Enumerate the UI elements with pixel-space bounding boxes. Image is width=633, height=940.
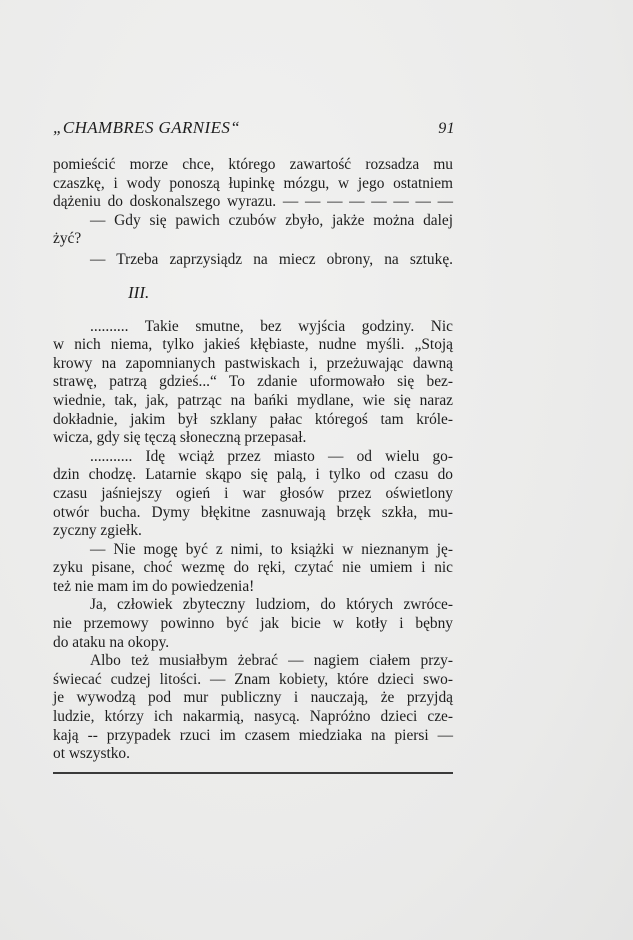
text-line: Ja, człowiek zbyteczny ludziom, do których zwróce- bbox=[90, 596, 453, 614]
paragraph bbox=[53, 251, 453, 270]
paragraph bbox=[53, 156, 453, 212]
page-number: 91 bbox=[438, 120, 455, 137]
text-line: też nie mam im do powiedzenia! bbox=[53, 577, 255, 595]
text-line: kają -- przypadek rzuci im czasem miedziaka na piersi — bbox=[53, 726, 453, 744]
text-line: .......... Takie smutne, bez wyjścia godziny. Nic bbox=[90, 317, 453, 335]
text-line: ot wszystko. bbox=[53, 745, 130, 763]
text-line: żyć? bbox=[53, 230, 82, 248]
page-body bbox=[53, 156, 453, 764]
text-line: — Trzeba zaprzysiądz na miecz obrony, na sztukę. bbox=[90, 250, 453, 268]
text-line: dążeniu do doskonalszego wyrazu. — — — — — — — — bbox=[53, 193, 453, 211]
text-line: wiednie, tak, jak, patrząc na bańki mydlane, wie się naraz bbox=[53, 391, 453, 409]
text-line: krowy na zapomnianych pastwiskach i, przeżuwając dawną bbox=[53, 354, 453, 372]
footer-rule bbox=[53, 772, 453, 774]
text-line: ludzie, którzy ich nakarmią, nasycą. Napróżno dzieci cze- bbox=[53, 708, 453, 726]
section-heading: III. bbox=[128, 282, 150, 302]
text-line: wicza, gdy się tęczą słoneczną przepasał. bbox=[53, 429, 307, 447]
text-line: czasu jaśniejszy ogień i war głosów przez oświetlony bbox=[53, 484, 453, 502]
paragraph bbox=[53, 596, 453, 652]
text-line: dokładnie, jakim był szklany pałac któregoś tam króle- bbox=[53, 410, 453, 428]
paragraph bbox=[53, 652, 453, 764]
text-line: w nich niema, tylko jakieś kłębiaste, nudne myśli. „Stoją bbox=[53, 336, 453, 354]
running-header bbox=[53, 118, 453, 144]
paragraph bbox=[53, 448, 453, 541]
text-line: do ataku na okopy. bbox=[53, 633, 170, 651]
text-line: świecać cudzej litości. — Znam kobiety, które dzieci swo- bbox=[53, 670, 453, 688]
text-line: — Nie mogę być z nimi, to książki w nieznanym ję- bbox=[90, 540, 453, 558]
text-line: je wywodzą pod mur publiczny i nauczają, że przyjdą bbox=[53, 689, 453, 707]
text-line: czaszkę, i wody ponoszą łupinkę mózgu, w jego ostatniem bbox=[53, 174, 453, 192]
text-line: strawę, patrzą gdzieś...“ To zdanie uformowało się bez- bbox=[53, 373, 453, 391]
paragraph bbox=[53, 212, 453, 249]
book-page bbox=[53, 118, 453, 764]
text-line: zyczny zgiełk. bbox=[53, 522, 142, 540]
text-line: zyku pisane, choć wezmę do ręki, czytać nie umiem i nic bbox=[53, 559, 453, 577]
text-line: otwór bucha. Dymy błękitne zasnuwają brzęk szkła, mu- bbox=[53, 503, 453, 521]
text-line: ........... Idę wciąż przez miasto — od wielu go- bbox=[90, 447, 453, 465]
text-line: Albo też musiałbym żebrać — nagiem ciałem przy- bbox=[90, 652, 453, 670]
running-title: „CHAMBRES GARNIES“ bbox=[53, 118, 241, 137]
text-line: dzin chodzę. Latarnie skąpo się palą, i tylko od czasu do bbox=[53, 466, 453, 484]
paragraph bbox=[53, 318, 453, 448]
text-line: pomieścić morze chce, którego zawartość rozsadza mu bbox=[53, 156, 453, 173]
text-line: nie przemowy powinno być jak bicie w kotły i bębny bbox=[53, 615, 453, 633]
text-line: — Gdy się pawich czubów zbyło, jakże można dalej bbox=[90, 211, 453, 229]
paragraph bbox=[53, 541, 453, 597]
